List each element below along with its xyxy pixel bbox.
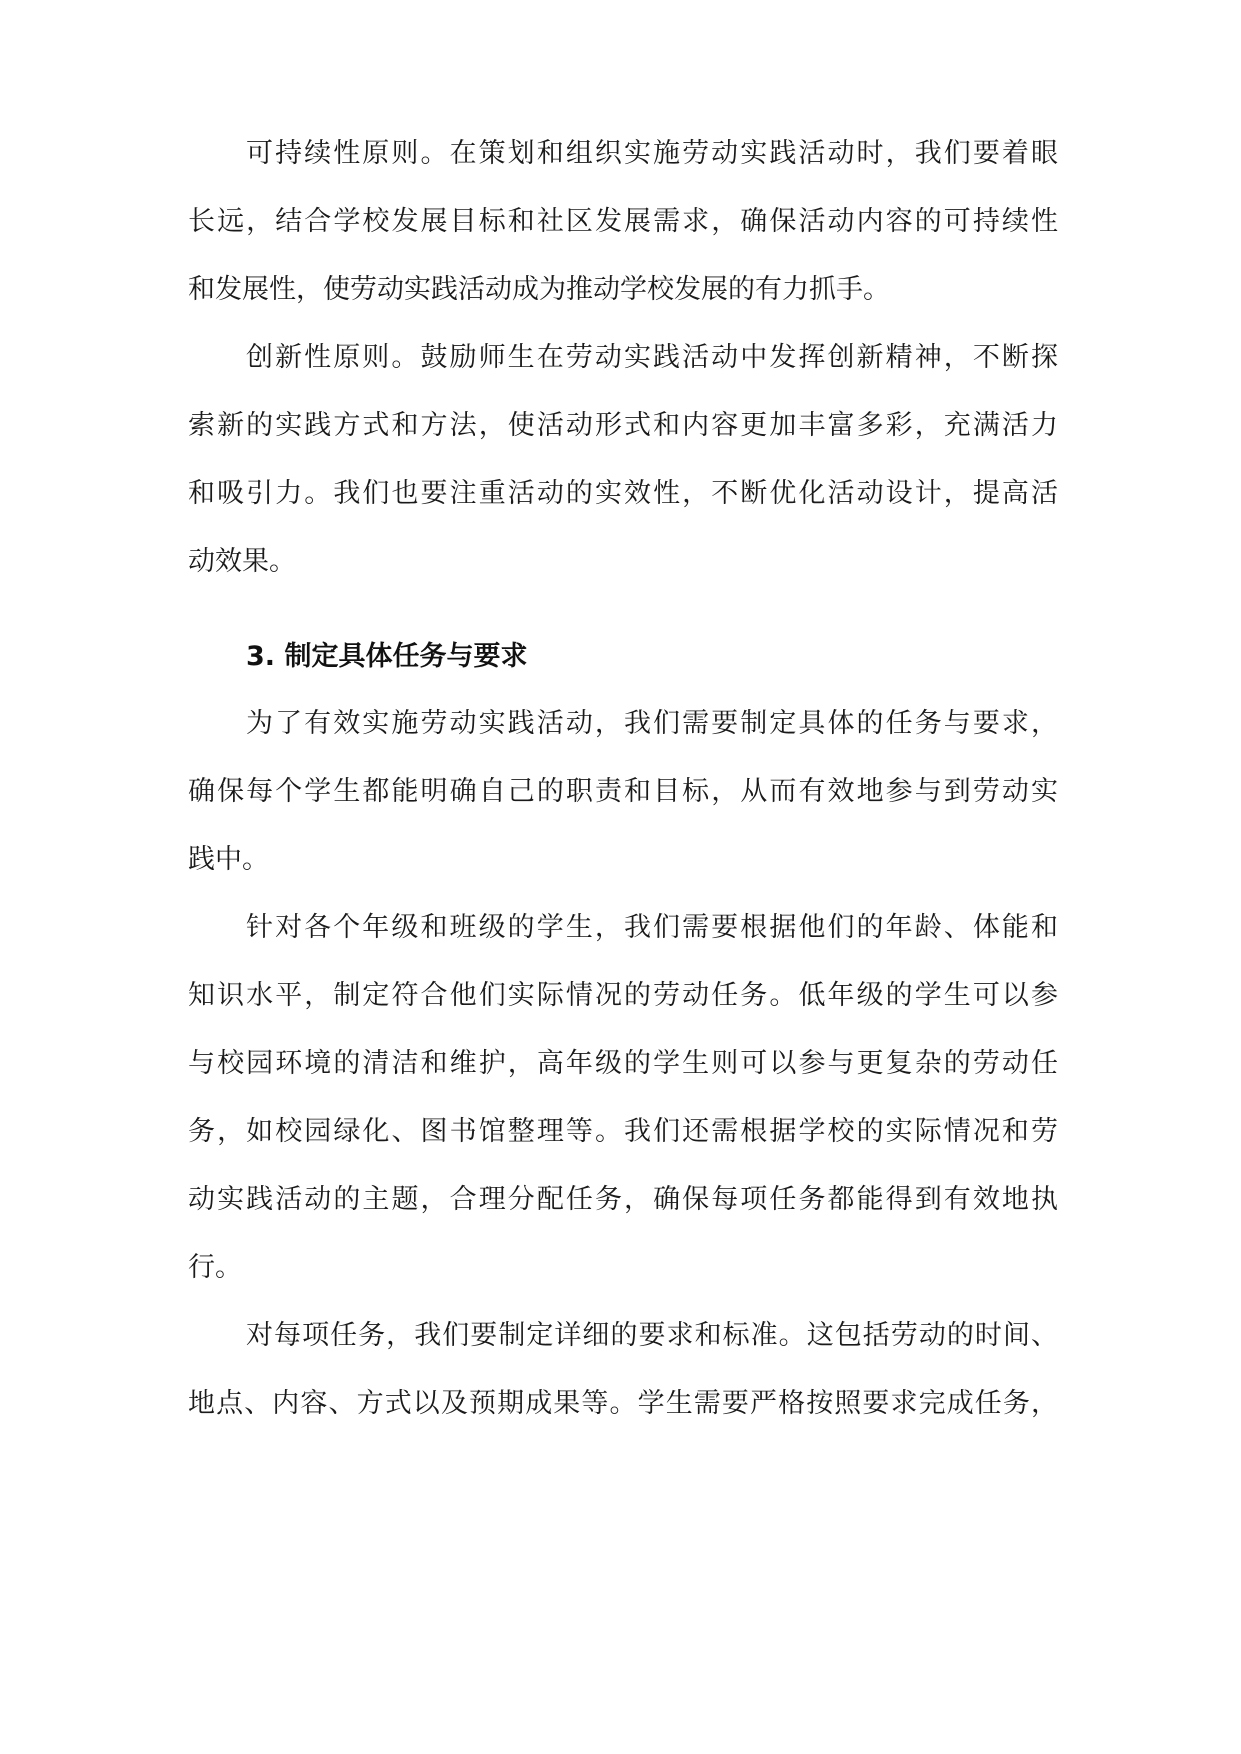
paragraph-2-line-2: 索新的实践方式和方法，使活动形式和内容更加丰富多彩，充满活力 xyxy=(188,410,1058,441)
paragraph-1-line-1: 可持续性原则。在策划和组织实施劳动实践活动时，我们要着眼 xyxy=(246,138,1058,169)
paragraph-2-line-4: 动效果。 xyxy=(188,546,296,577)
section-paragraph-3-line-2: 地点、内容、方式以及预期成果等。学生需要严格按照要求完成任务， xyxy=(188,1388,1058,1419)
paragraph-1-line-3: 和发展性，使劳动实践活动成为推动学校发展的有力抓手。 xyxy=(188,274,890,305)
paragraph-2-line-1: 创新性原则。鼓励师生在劳动实践活动中发挥创新精神，不断探 xyxy=(246,342,1058,373)
section-paragraph-1-line-1: 为了有效实施劳动实践活动，我们需要制定具体的任务与要求， xyxy=(246,708,1058,739)
section-heading: 3. 制定具体任务与要求 xyxy=(246,641,528,672)
section-paragraph-2-line-1: 针对各个年级和班级的学生，我们需要根据他们的年龄、体能和 xyxy=(246,912,1058,943)
section-paragraph-2-line-4: 务，如校园绿化、图书馆整理等。我们还需根据学校的实际情况和劳 xyxy=(188,1116,1058,1147)
section-paragraph-2-line-2: 知识水平，制定符合他们实际情况的劳动任务。低年级的学生可以参 xyxy=(188,980,1058,1011)
section-paragraph-1-line-2: 确保每个学生都能明确自己的职责和目标，从而有效地参与到劳动实 xyxy=(188,776,1058,807)
paragraph-1-line-2: 长远，结合学校发展目标和社区发展需求，确保活动内容的可持续性 xyxy=(188,206,1058,237)
section-paragraph-2-line-6: 行。 xyxy=(188,1252,242,1283)
section-paragraph-1-line-3: 践中。 xyxy=(188,844,269,875)
paragraph-2-line-3: 和吸引力。我们也要注重活动的实效性，不断优化活动设计，提高活 xyxy=(188,478,1058,509)
section-paragraph-2-line-5: 动实践活动的主题，合理分配任务，确保每项任务都能得到有效地执 xyxy=(188,1184,1058,1215)
section-paragraph-3-line-1: 对每项任务，我们要制定详细的要求和标准。这包括劳动的时间、 xyxy=(246,1320,1058,1351)
section-paragraph-2-line-3: 与校园环境的清洁和维护，高年级的学生则可以参与更复杂的劳动任 xyxy=(188,1048,1058,1079)
